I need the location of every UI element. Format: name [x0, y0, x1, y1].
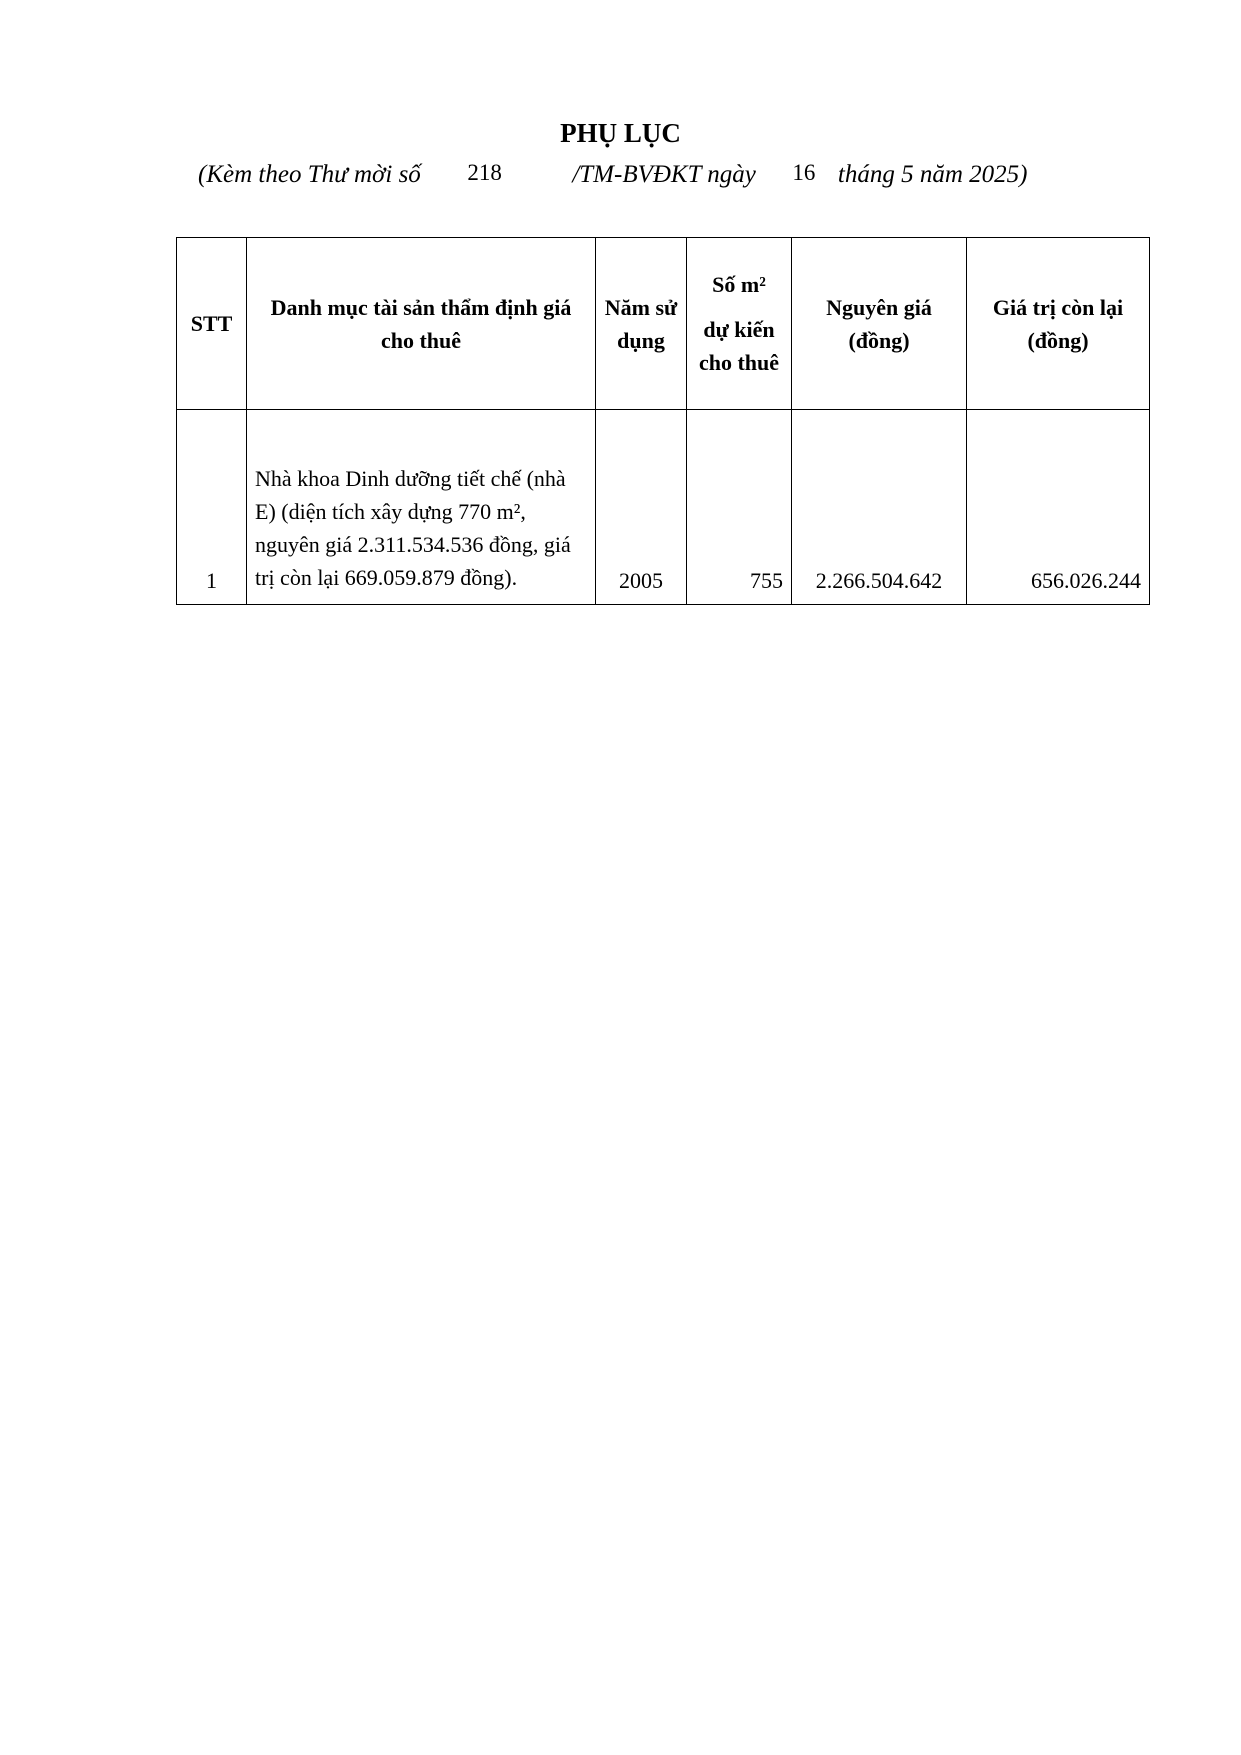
subtitle-suffix: tháng 5 năm 2025): [837, 161, 1028, 188]
cell-remaining: 656.026.244: [967, 410, 1150, 605]
page-title: PHỤ LỤC: [560, 118, 681, 148]
header-area-line1: Số m²: [712, 272, 766, 297]
cell-cost: 2.266.504.642: [792, 410, 967, 605]
table-header-row: [177, 238, 1150, 410]
header-year: Năm sử dụng: [596, 238, 687, 410]
header-area: [687, 238, 792, 410]
subtitle-middle: /TM-BVĐKT ngày: [572, 161, 756, 188]
document-number: 218: [467, 160, 502, 185]
cell-area: 755: [687, 410, 792, 605]
asset-table: [176, 237, 1150, 605]
header-cost: Nguyên giá (đồng): [792, 238, 967, 410]
header-stt: STT: [177, 238, 247, 410]
subtitle-prefix: (Kèm theo Thư mời số: [198, 161, 421, 188]
header-area-line2: dự kiến cho thuê: [698, 317, 780, 375]
page-subtitle: [198, 160, 1027, 189]
header-remaining: Giá trị còn lại (đồng): [967, 238, 1150, 410]
cell-asset-name: Nhà khoa Dinh dưỡng tiết chế (nhà E) (diện tích xây dựng 770 m², nguyên giá 2.311.534.536 đồng, giá trị còn lại 669.059.879 đồng).: [247, 410, 596, 605]
cell-year: 2005: [596, 410, 687, 605]
cell-stt: 1: [177, 410, 247, 605]
document-day: 16: [792, 160, 816, 185]
header-asset-name: Danh mục tài sản thẩm định giá cho thuê: [247, 238, 596, 410]
table-row: [177, 410, 1150, 605]
